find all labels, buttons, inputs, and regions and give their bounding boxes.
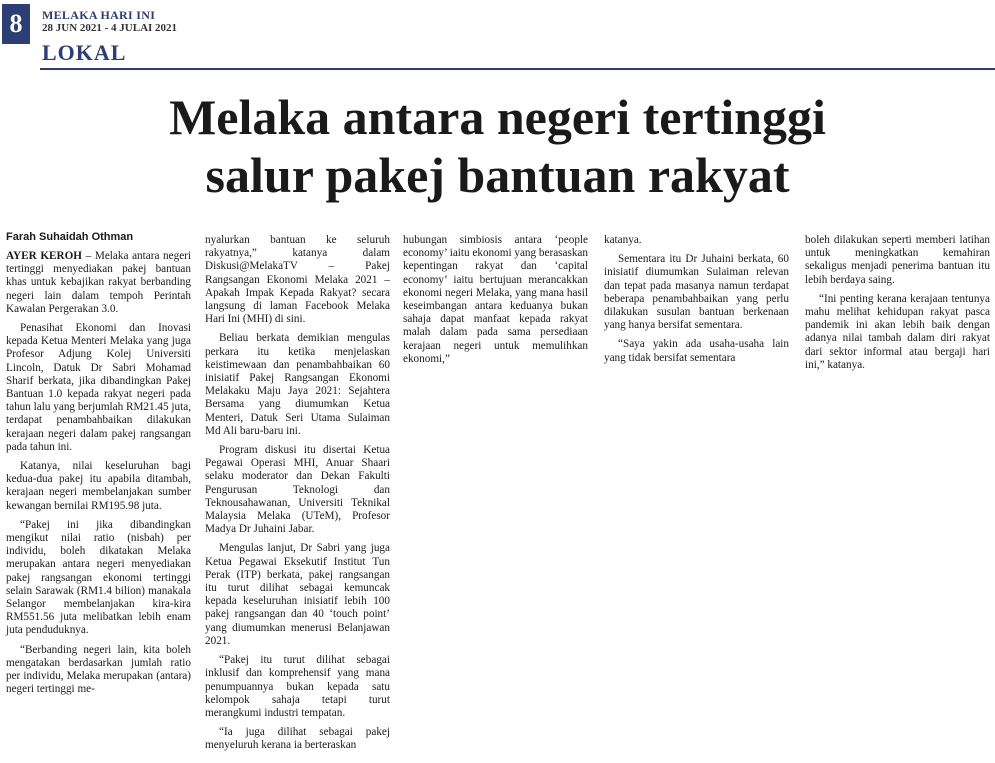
paragraph: Sementara itu Dr Juhaini berkata, 60 inisiatif diumumkan Sulaiman relevan dan tepat pada masanya namun terdapat beberapa penambahbaikan yang perlu dilakukan susulan bantuan berkenaan yang hanya bersifat sementara. (604, 253, 789, 332)
paragraph: “Berbanding negeri lain, kita boleh mengatakan berdasarkan jumlah ratio per individu, Melaka merupakan (antara) negeri tertinggi me- (6, 643, 191, 696)
paragraph: “Ini penting kerana kerajaan tentunya mahu melihat kehidupan rakyat pasca pandemik ini akan lebih baik dengan adanya nilai tambah dalam diri rakyat dari sektor informal atau bergaji hari ini,” katanya. (805, 292, 990, 371)
page-number: 8 (2, 4, 30, 44)
paragraph: Mengulas lanjut, Dr Sabri yang juga Ketua Pegawai Eksekutif Institut Tun Perak (ITP) berkata, pakej rangsangan itu turut dilihat sebagai kemuncak kepada keseluruhan inisiatif lebih 100 pakej rangsangan dan 40 ‘touch point’ yang diumumkan menerusi Belanjawan 2021. (205, 542, 390, 647)
article-column-1 (6, 250, 191, 703)
paragraph: Beliau berkata demikian mengulas perkara itu ketika menjelaskan keistimewaan dan penambahbaikan 60 inisiatif Pakej Rangsangan Ekonomi Melakaku Maju Jaya 2021: Sejahtera Bersama yang diumumkan Ketua Menteri, Datuk Seri Utama Sulaiman Md Ali baru-baru ini. (205, 332, 390, 437)
article-column-3 (403, 234, 588, 372)
paragraph: hubungan simbiosis antara ‘people economy’ iaitu ekonomi yang berasaskan kepentingan rakyat dan ‘capital economy’ iaitu bertujuan merancakkan ekonomi negeri Melaka, yang mana hasil keseimbangan antara keduanya bukan sahaja dapat manfaat kepada rakyat malah dalam pada sama persediaan kerajaan negeri untuk memulihkan ekonomi,” (403, 234, 588, 365)
section-title: LOKAL (42, 40, 127, 65)
masthead (0, 0, 995, 72)
paragraph: boleh dilakukan seperti memberi latihan untuk meningkatkan kemahiran sekaligus menjadi penerima bantuan itu lebih berdaya saing. (805, 234, 990, 286)
paragraph: nyalurkan bantuan ke seluruh rakyatnya,” katanya dalam Diskusi@MelakaTV – Pakej Rangsangan Ekonomi Melaka 2021 – Apakah Impak Kepada Rakyat? secara langsung di laman Facebook Melaka Hari Ini (MHI) di sini. (205, 234, 390, 326)
paragraph-text: – Melaka antara negeri tertinggi menyediakan pakej bantuan khas untuk kebajikan rakyat berbanding negeri lain dalam tempoh Perintah Kawalan Pergerakan 3.0. (6, 250, 192, 315)
paragraph: Penasihat Ekonomi dan Inovasi kepada Ketua Menteri Melaka yang juga Profesor Adjung Kolej Universiti Lincoln, Datuk Dr Sabri Mohamad Sharif berkata, jika dibandingkan Pakej Bantuan 1.0 kepada rakyat negeri pada tahun lalu yang berjumlah RM21.45 juta, terdapat penambahbaikan dilakukan kerajaan negeri dalam pakej rangsangan pada tahun ini. (6, 322, 191, 453)
publication-date: 28 JUN 2021 - 4 JULAI 2021 (42, 22, 178, 34)
paragraph: “Pakej ini jika dibandingkan mengikut nilai ratio (nisbah) per individu, boleh dikatakan Melaka merupakan antara negeri menyediakan pakej rangsangan ekonomi tertinggi selain Sarawak (RM1.4 bilion) manakala Selangor membelanjakan kira-kira RM551.56 juta melibatkan lebih enam juta penduduknya. (6, 518, 191, 637)
article-column-4 (604, 234, 789, 371)
headline-line-1: Melaka antara negeri tertinggi (169, 89, 826, 145)
paragraph: katanya. (604, 234, 642, 246)
paragraph: “Saya yakin ada usaha-usaha lain yang tidak bersifat sementara (604, 338, 789, 364)
article-column-5 (805, 234, 990, 378)
section-rule (40, 68, 995, 70)
paragraph (6, 250, 191, 316)
paragraph: Program diskusi itu disertai Ketua Pegawai Operasi MHI, Anuar Shaari selaku moderator dan Dekan Fakulti Pengurusan Teknologi dan Teknousahawanan, Universiti Teknikal Malaysia Melaka (UTeM), Profesor Madya Dr Juhaini Jabar. (205, 444, 390, 536)
headline (40, 88, 955, 204)
paragraph: Katanya, nilai keseluruhan bagi kedua-dua pakej itu apabila ditambah, kerajaan negeri membelanjakan sumber kewangan bernilai RM195.98 juta. (6, 460, 191, 512)
article-column-2 (205, 234, 390, 759)
headline-line-2: salur pakej bantuan rakyat (205, 147, 790, 203)
dateline: AYER KEROH (6, 250, 82, 262)
byline: Farah Suhaidah Othman (6, 231, 134, 243)
publication-name: MELAKA HARI INI (42, 8, 156, 22)
paragraph: “Pakej itu turut dilihat sebagai inklusif dan komprehensif yang mana penumpuannya bukan kepada satu kelompok sahaja tetapi turut merangkumi industri tempatan. (205, 654, 390, 719)
paragraph: “Ia juga dilihat sebagai pakej menyeluruh kerana ia berteraskan (205, 726, 390, 752)
